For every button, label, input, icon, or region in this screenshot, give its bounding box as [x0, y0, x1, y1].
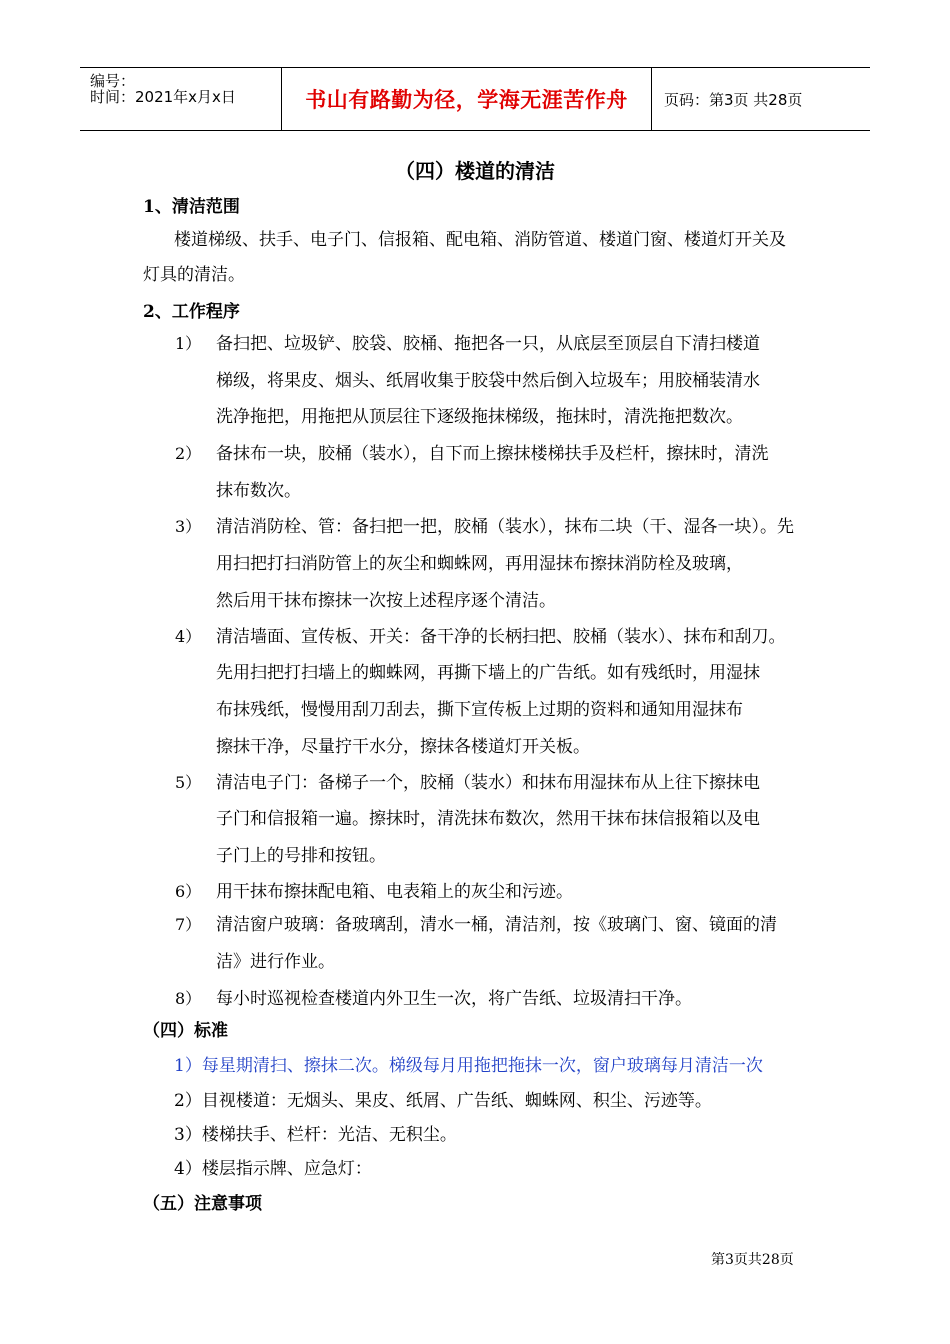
procedure-item-line: 梯级，将果皮、烟头、纸屑收集于胶袋中然后倒入垃圾车；用胶桶装清水 — [216, 371, 760, 391]
procedure-item-line: 用干抹布擦抹配电箱、电表箱上的灰尘和污迹。 — [216, 882, 573, 902]
procedure-item-line: 先用扫把打扫墙上的蜘蛛网，再撕下墙上的广告纸。如有残纸时，用湿抹 — [216, 663, 760, 683]
page-header — [80, 67, 870, 131]
procedure-item-line: 子门和信报箱一遍。擦抹时，清洗抹布数次，然用干抹布抹信报箱以及电 — [216, 809, 760, 829]
procedure-item-number: 6） — [175, 882, 202, 901]
procedure-item-number: 1） — [175, 334, 202, 353]
procedure-item-number: 4） — [175, 627, 202, 646]
procedure-item-number: 3） — [175, 517, 202, 536]
standard-line: 2）目视楼道：无烟头、果皮、纸屑、广告纸、蜘蛛网、积尘、污迹等。 — [174, 1091, 712, 1111]
procedure-item-line: 用扫把打扫消防管上的灰尘和蜘蛛网，再用湿抹布擦抹消防栓及玻璃， — [216, 554, 743, 574]
procedure-item-line: 清洁消防栓、管：备扫把一把，胶桶（装水），抹布二块（干、湿各一块）。先 — [216, 517, 794, 537]
header-motto-cell — [281, 68, 652, 130]
date-label: 时间：2021年x月x日 — [90, 88, 236, 106]
standard-line: 4）楼层指示牌、应急灯： — [174, 1159, 372, 1179]
procedure-item-line: 抹布数次。 — [216, 481, 301, 501]
procedure-item-line: 备扫把、垃圾铲、胶袋、胶桶、拖把各一只，从底层至顶层自下清扫楼道 — [216, 334, 760, 354]
procedure-item-number: 5） — [175, 773, 202, 792]
procedure-item-line: 备抹布一块，胶桶（装水），自下而上擦抹楼梯扶手及栏杆，擦抹时，清洗 — [216, 444, 769, 464]
procedure-item-number: 2） — [175, 444, 202, 463]
procedure-item-line: 清洁电子门：备梯子一个，胶桶（装水）和抹布用湿抹布从上往下擦抹电 — [216, 773, 760, 793]
procedure-item-number: 8） — [175, 989, 202, 1008]
procedure-heading: 2、工作程序 — [143, 302, 240, 322]
scope-line: 灯具的清洁。 — [143, 265, 245, 285]
standard-line-highlight: 1）每星期清扫、擦抹二次。梯级每月用拖把拖抹一次，窗户玻璃每月清洁一次 — [174, 1056, 763, 1076]
standard-heading: （四）标准 — [143, 1021, 228, 1041]
procedure-item-line: 洁》进行作业。 — [216, 952, 335, 972]
motto-text: 书山有路勤为径，学海无涯苦作舟 — [305, 88, 628, 112]
code-label: 编号： — [90, 72, 136, 90]
procedure-item-line: 然后用干抹布擦抹一次按上述程序逐个清洁。 — [216, 591, 556, 611]
scope-heading: 1、清洁范围 — [143, 197, 240, 217]
page-code: 页码：第3页 共28页 — [664, 90, 803, 109]
page-footer: 第3页共28页 — [711, 1252, 794, 1268]
procedure-item-line: 清洁墙面、宣传板、开关：备干净的长柄扫把、胶桶（装水）、抹布和刮刀。 — [216, 627, 786, 647]
procedure-item-line: 子门上的号排和按钮。 — [216, 846, 386, 866]
header-meta-cell — [80, 68, 280, 130]
procedure-item-number: 7） — [175, 915, 202, 934]
notes-heading: （五）注意事项 — [143, 1194, 262, 1214]
procedure-item-line: 清洁窗户玻璃：备玻璃刮，清水一桶，清洁剂，按《玻璃门、窗、镜面的清 — [216, 915, 777, 935]
procedure-item-line: 布抹残纸，慢慢用刮刀刮去，撕下宣传板上过期的资料和通知用湿抹布 — [216, 700, 743, 720]
procedure-item-line: 擦抹干净，尽量拧干水分，擦抹各楼道灯开关板。 — [216, 737, 590, 757]
standard-line: 3）楼梯扶手、栏杆：光洁、无积尘。 — [174, 1125, 457, 1145]
header-page-cell — [652, 68, 870, 130]
procedure-item-line: 洗净拖把，用拖把从顶层往下逐级拖抹梯级，拖抹时，清洗拖把数次。 — [216, 407, 743, 427]
section-title: （四）楼道的清洁 — [395, 159, 555, 183]
procedure-item-line: 每小时巡视检查楼道内外卫生一次，将广告纸、垃圾清扫干净。 — [216, 989, 692, 1009]
scope-line: 楼道梯级、扶手、电子门、信报箱、配电箱、消防管道、楼道门窗、楼道灯开关及 — [174, 230, 786, 250]
